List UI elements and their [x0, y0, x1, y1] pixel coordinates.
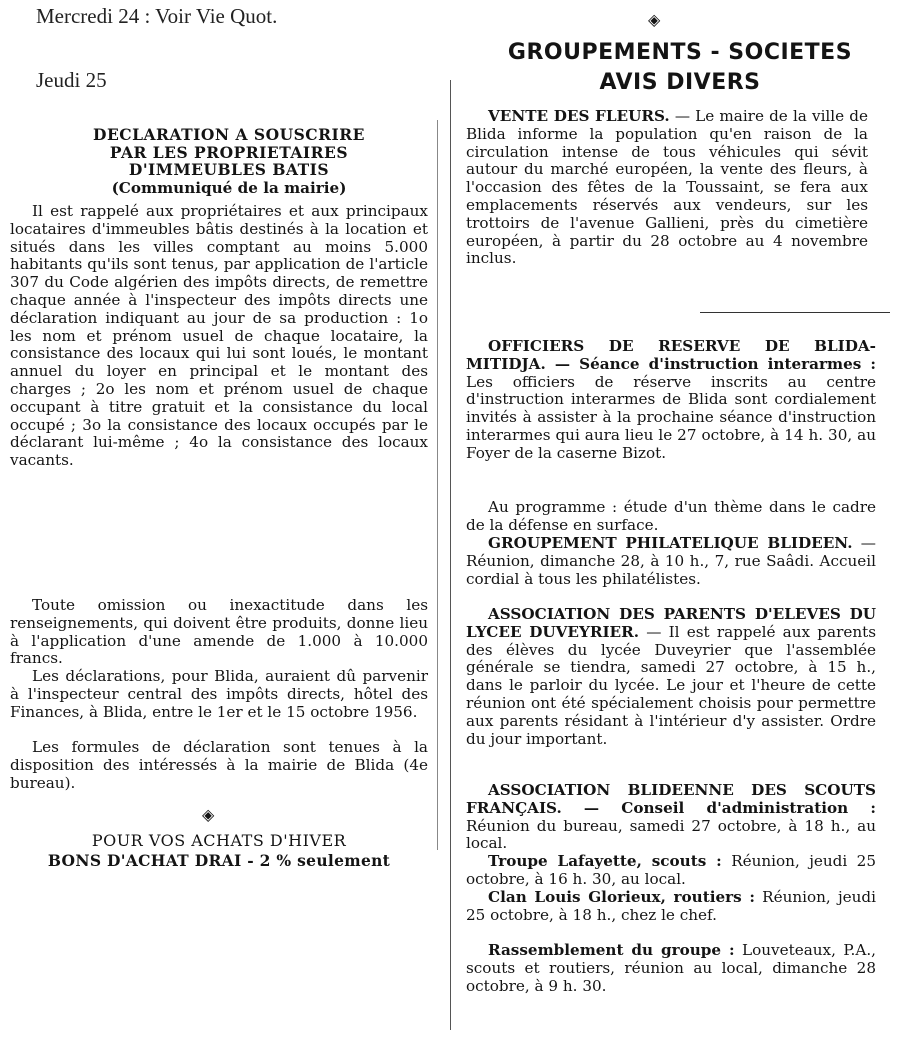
notice-text: Réunion, jeudi 25 octobre, à 16 h. 30, au local.	[466, 852, 876, 888]
notice-title: Troupe Lafayette, scouts :	[488, 852, 722, 870]
notice-association-parents	[466, 606, 876, 748]
left-column-edge	[437, 120, 438, 850]
ornament-icon: ◈	[202, 805, 215, 824]
declaration-paragraph-3: Les déclarations, pour Blida, auraient dû parvenir à l'inspecteur central des impôts directs, hôtel des Finances, à Blida, entre le 1er et le 15 octobre 1956.	[10, 667, 428, 721]
notice-text: — Il est rappelé aux parents des élèves du lycée Duveyrier que l'assemblée générale se tiendra, samedi 27 octobre, à 15 h., dans le parloir du lycée. Le jour et l'heure de cette réunion ont été spécialement choisis pour permettre aux parents résidant à l'intérieur d'y assister. Ordre du jour important.	[466, 622, 876, 748]
ornament-icon: ◈	[648, 10, 661, 29]
date-note-wednesday: Mercredi 24 : Voir Vie Quot.	[36, 4, 278, 28]
notice-text: Réunion, jeudi 25 octobre, à 18 h., chez le chef.	[466, 888, 876, 924]
notice-title: VENTE DES FLEURS.	[488, 107, 670, 125]
groupements-heading-line-2: AVIS DIVERS	[599, 70, 761, 95]
declaration-paragraph-1: Il est rappelé aux propriétaires et aux principaux locataires d'immeubles bâtis destinés à la location et situés dans les villes comptant au moins 5.000 habitants qu'ils sont tenus, par application de l'article 307 du Code algérien des impôts directs, de remettre chaque année à l'inspecteur des impôts directs une déclaration indiquant au jour de sa production : 1o les nom et prénom usuel de chaque locataire, la consistance des locaux qui lui sont loués, le montant annuel du loyer en principal et le montant des charges ; 2o les nom et prénom usuel de chaque occupant à titre gratuit et la consistance du local occupé ; 3o la consistance des locaux occupés par le déclarant lui-même ; 4o la consistance des locaux vacants.	[10, 202, 428, 470]
notice-title: ASSOCIATION DES PARENTS D'ELEVES DU LYCEE DUVEYRIER.	[466, 605, 876, 641]
notice-title: ASSOCIATION BLIDEENNE DES SCOUTS FRANÇAIS. — Conseil d'administration :	[466, 781, 876, 817]
groupements-heading	[465, 38, 895, 98]
declaration-subtitle: (Communiqué de la mairie)	[111, 179, 347, 197]
notice-text: Louveteaux, P.A., scouts et routiers, réunion au local, dimanche 28 octobre, à 9 h. 30.	[466, 941, 876, 995]
ad-line-1: POUR VOS ACHATS D'HIVER	[91, 831, 347, 850]
notice-officiers-de-reserve	[466, 338, 876, 463]
notice-groupement-philatelique	[466, 535, 876, 588]
declaration-title	[20, 126, 438, 179]
declaration-title-line-2: PAR LES PROPRIETAIRES	[109, 142, 349, 162]
notice-title: Clan Louis Glorieux, routiers :	[488, 888, 755, 906]
notice-rassemblement-groupe	[466, 942, 876, 995]
declaration-title-line-3: D'IMMEUBLES BATIS	[128, 160, 330, 179]
notice-title: OFFICIERS DE RESERVE DE BLIDA-MITIDJA. — Séance d'instruction interarmes :	[466, 337, 876, 373]
declaration-paragraph-2: Toute omission ou inexactitude dans les renseignements, qui doivent être produits, donne lieu à l'application d'une amende de 1.000 à 10.000 francs.	[10, 596, 428, 668]
declaration-title-line-1: DECLARATION A SOUSCRIRE	[93, 125, 365, 144]
ad-line-2: BONS D'ACHAT DRAI - 2 % seulement	[47, 851, 391, 870]
section-rule	[700, 312, 890, 313]
groupements-heading-line-1: GROUPEMENTS - SOCIETES	[507, 40, 853, 65]
notice-title: Rassemblement du groupe :	[488, 941, 735, 959]
notice-scouts-francais	[466, 782, 876, 853]
notice-text: — Réunion, dimanche 28, à 10 h., 7, rue Saâdi. Accueil cordial à tous les philatélistes.	[466, 534, 876, 588]
notice-clan-louis-glorieux	[466, 889, 876, 925]
date-note-thursday: Jeudi 25	[36, 68, 107, 92]
column-divider	[450, 80, 451, 1030]
notice-text: Les officiers de réserve inscrits au centre d'instruction interarmes de Blida sont cordialement invités à assister à la prochaine séance d'instruction interarmes qui aura lieu le 27 octobre, à 14 h. 30, au Foyer de la caserne Bizot.	[466, 372, 876, 462]
notice-text: — Le maire de la ville de Blida informe la population qu'en raison de la circulation intense de tous véhicules qui sévit autour du marché européen, la vente des fleurs, à l'occasion des fêtes de la Toussaint, se fera aux emplacements réservés aux vendeurs, sur les trottoirs de l'avenue Gallieni, près du cimetière européen, à partir du 28 octobre au 4 novembre inclus.	[466, 107, 868, 268]
notice-text: Réunion du bureau, samedi 27 octobre, à 18 h., au local.	[466, 816, 876, 853]
notice-officiers-programme: Au programme : étude d'un thème dans le cadre de la défense en surface.	[466, 498, 876, 534]
notice-title: GROUPEMENT PHILATELIQUE BLIDEEN.	[488, 534, 853, 552]
notice-vente-des-fleurs	[466, 108, 868, 268]
declaration-paragraph-4: Les formules de déclaration sont tenues à la disposition des intéressés à la mairie de Blida (4e bureau).	[10, 738, 428, 792]
notice-troupe-lafayette	[466, 853, 876, 889]
